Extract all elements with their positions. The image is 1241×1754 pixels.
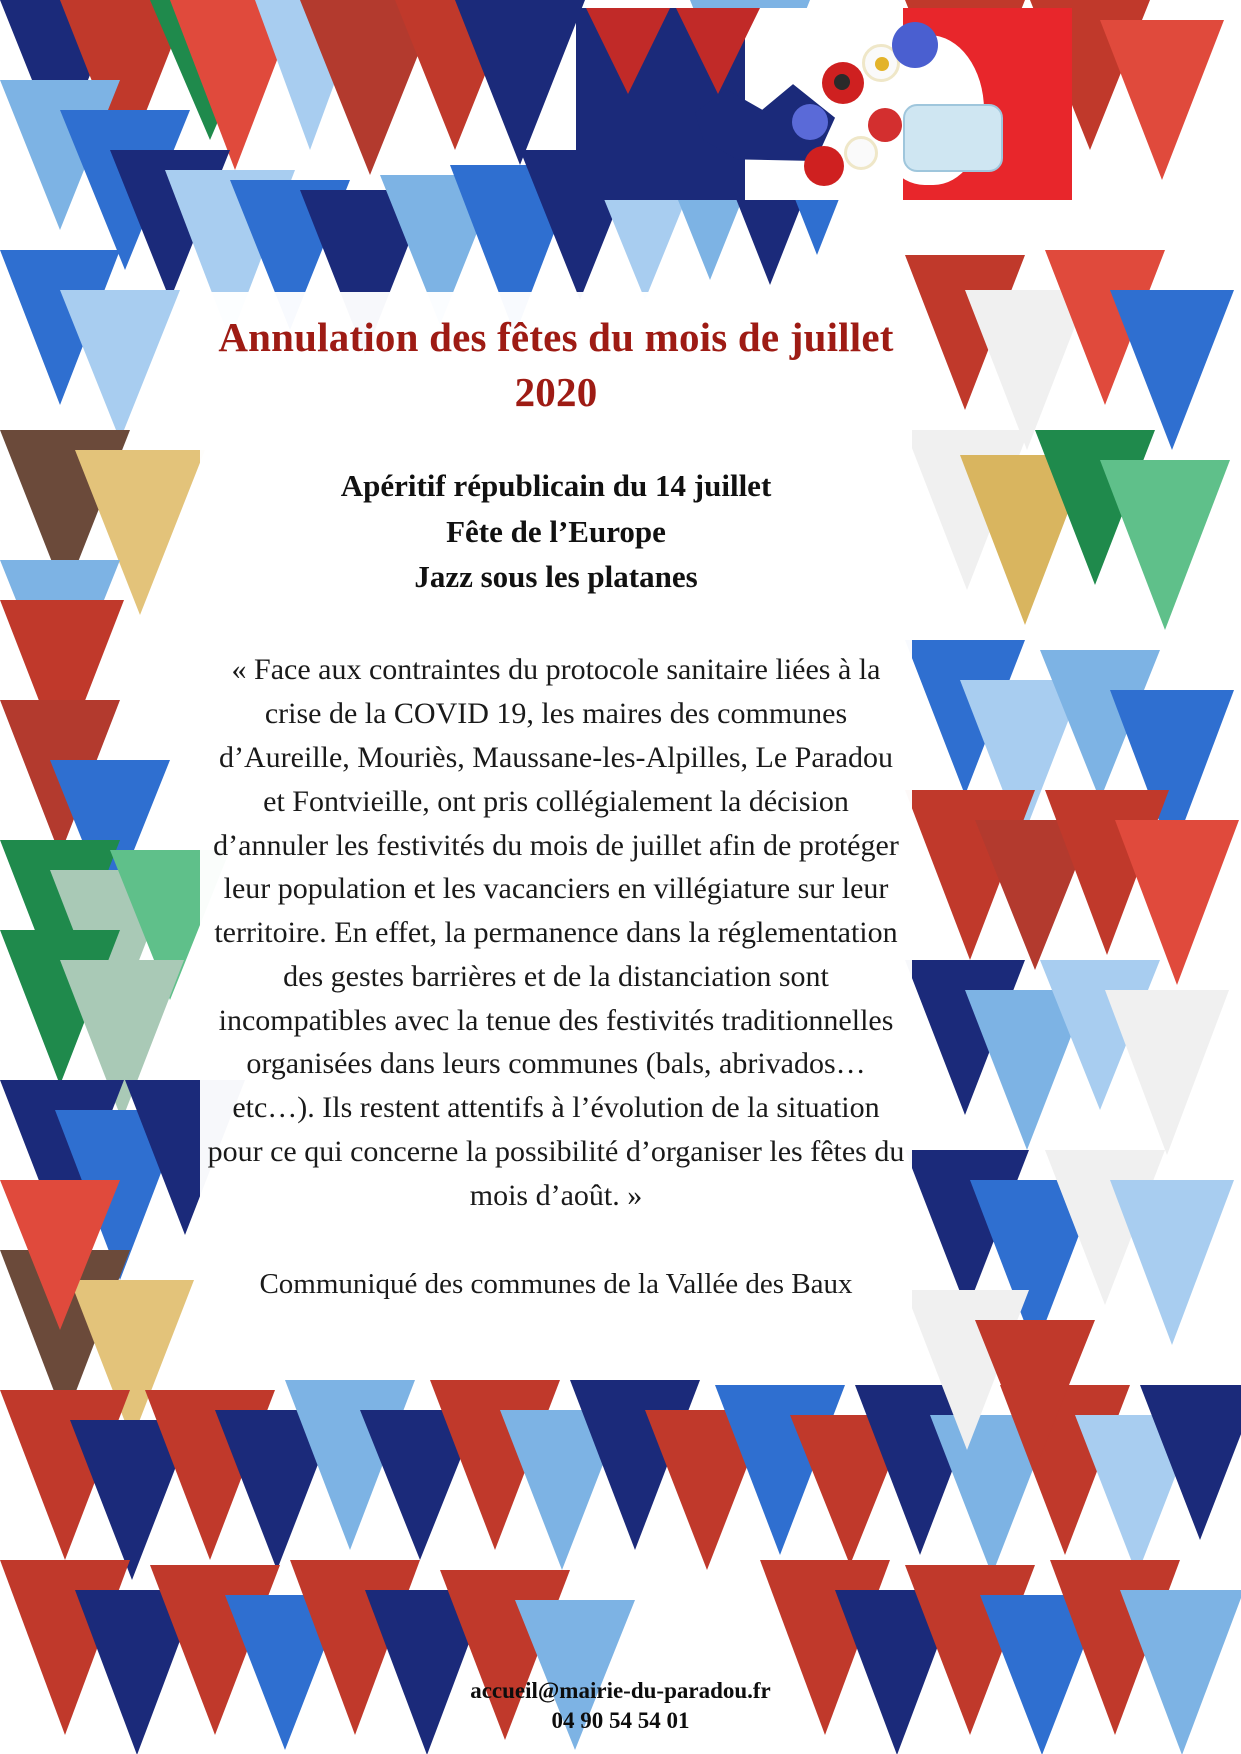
bunting-flag	[150, 0, 270, 140]
bunting-flag	[50, 760, 170, 910]
announcement-signature: Communiqué des communes de la Vallée des Baux	[259, 1267, 853, 1300]
bunting-flag	[930, 1415, 1054, 1575]
bunting-flag	[0, 0, 120, 150]
bunting-flag	[255, 0, 365, 150]
announcement-body: « Face aux contraintes du protocole sanitaire liées à la crise de la COVID 19, les maires des communes d’Aureille, Mouriès, Maussane-les-Alpilles, Le Paradou et Fontvieille, ont pris collégialement la décision d’annuler les festivités du mois de juillet afin de protéger leur population et les vacanciers en villégiature sur leur territoire. En effet, la permanence dans la réglementation des gestes barrières et de la distanciation sont incompatibles avec la tenue des festivités traditionnelles organisées dans leurs communes (bals, abrivados… etc…). Ils restent attentifs à l’évolution de la situation pour ce qui concerne la possibilité d’organiser les fêtes du mois d’août. »	[207, 653, 905, 1212]
bunting-flag	[1115, 820, 1239, 985]
poppy-flower-icon	[868, 108, 902, 142]
bunting-flag	[0, 700, 120, 855]
bunting-flag	[1100, 20, 1224, 180]
bunting-flag	[500, 1410, 624, 1570]
bunting-flag	[905, 255, 1025, 410]
bunting-flag	[0, 930, 120, 1085]
bunting-flag	[0, 80, 120, 230]
contact-email[interactable]: accueil@mairie-du-paradou.fr	[470, 1678, 771, 1704]
bunting-flag	[1040, 960, 1160, 1110]
bunting-flag	[360, 1410, 480, 1560]
bunting-flag	[0, 1180, 120, 1330]
bunting-flag	[960, 680, 1084, 840]
bunting-flag	[0, 600, 124, 760]
cornflower-icon	[792, 104, 828, 140]
bunting-flag	[55, 1110, 185, 1280]
bunting-flag	[70, 1280, 194, 1440]
bunting-flag	[1100, 460, 1230, 630]
event-item: Jazz sous les platanes	[414, 559, 698, 595]
flag-notch-icon	[676, 8, 760, 94]
bunting-flag	[0, 1250, 130, 1420]
cancelled-events-list	[206, 463, 906, 601]
bunting-flag	[0, 840, 120, 995]
bunting-flag	[570, 1380, 700, 1550]
bunting-flag	[0, 1390, 130, 1560]
daisy-flower-icon	[844, 136, 878, 170]
bunting-flag	[1045, 250, 1165, 405]
bunting-flag	[1140, 1385, 1241, 1540]
bunting-flag	[60, 960, 184, 1120]
bunting-flag	[905, 1290, 1029, 1450]
face-mask-icon	[903, 104, 1003, 172]
flag-notch-icon	[586, 8, 670, 94]
bunting-flag	[1075, 1415, 1199, 1575]
bunting-flag	[905, 1150, 1029, 1310]
bunting-flag	[790, 1415, 910, 1565]
bunting-flag	[1045, 790, 1169, 955]
bunting-flag	[1105, 990, 1229, 1155]
bunting-flag	[965, 990, 1089, 1150]
bunting-flag	[0, 1080, 124, 1240]
bunting-flag	[855, 1385, 985, 1555]
event-item: Fête de l’Europe	[446, 513, 666, 549]
bunting-flag	[905, 640, 1025, 795]
bunting-flag	[1110, 290, 1234, 450]
bunting-flag	[170, 0, 300, 170]
bunting-flag	[430, 1380, 560, 1550]
bunting-flag	[965, 290, 1089, 450]
bunting-flag	[75, 450, 205, 615]
bunting-flag	[905, 960, 1025, 1115]
announcement-panel	[200, 292, 912, 1314]
bunting-flag	[60, 110, 190, 270]
bunting-flag	[0, 430, 130, 595]
bunting-flag	[110, 150, 230, 300]
bunting-flag	[0, 250, 120, 405]
bunting-flag	[905, 790, 1035, 960]
page-title: Annulation des fêtes du mois de juillet 2020	[218, 314, 894, 416]
bunting-flag	[285, 1380, 415, 1550]
contact-phone: 04 90 54 54 01	[551, 1708, 690, 1734]
contact-footer	[0, 1676, 1241, 1736]
bunting-flag	[975, 820, 1095, 970]
marianne-masked-french-flag-emblem	[576, 8, 1072, 200]
bunting-flag	[645, 1410, 769, 1570]
bunting-flag	[975, 1320, 1095, 1470]
bunting-flag	[960, 455, 1090, 625]
bunting-flag	[715, 1385, 845, 1555]
bunting-flag	[1110, 690, 1234, 855]
bunting-flag	[300, 0, 440, 175]
cornflower-icon	[892, 22, 938, 68]
bunting-flag	[1045, 1150, 1165, 1305]
bunting-flag	[215, 1410, 339, 1570]
event-item: Apéritif républicain du 14 juillet	[340, 467, 772, 503]
bunting-flag	[905, 430, 1029, 590]
bunting-flag	[1035, 430, 1155, 585]
bunting-flag	[145, 1390, 275, 1560]
bunting-flag	[455, 0, 585, 165]
flower-center-icon	[875, 57, 889, 71]
bunting-flag	[395, 0, 515, 150]
poppy-flower-icon	[804, 146, 844, 186]
bunting-flag	[60, 0, 190, 165]
bunting-flag	[50, 870, 174, 1030]
bunting-flag	[970, 1180, 1100, 1350]
bunting-flag	[1110, 1180, 1234, 1345]
bunting-flag	[60, 290, 180, 440]
bunting-flag	[1000, 1385, 1130, 1555]
bunting-flag	[0, 560, 120, 710]
flower-center-icon	[834, 74, 850, 90]
bunting-flag	[1040, 650, 1160, 800]
bunting-flag	[70, 1420, 194, 1580]
